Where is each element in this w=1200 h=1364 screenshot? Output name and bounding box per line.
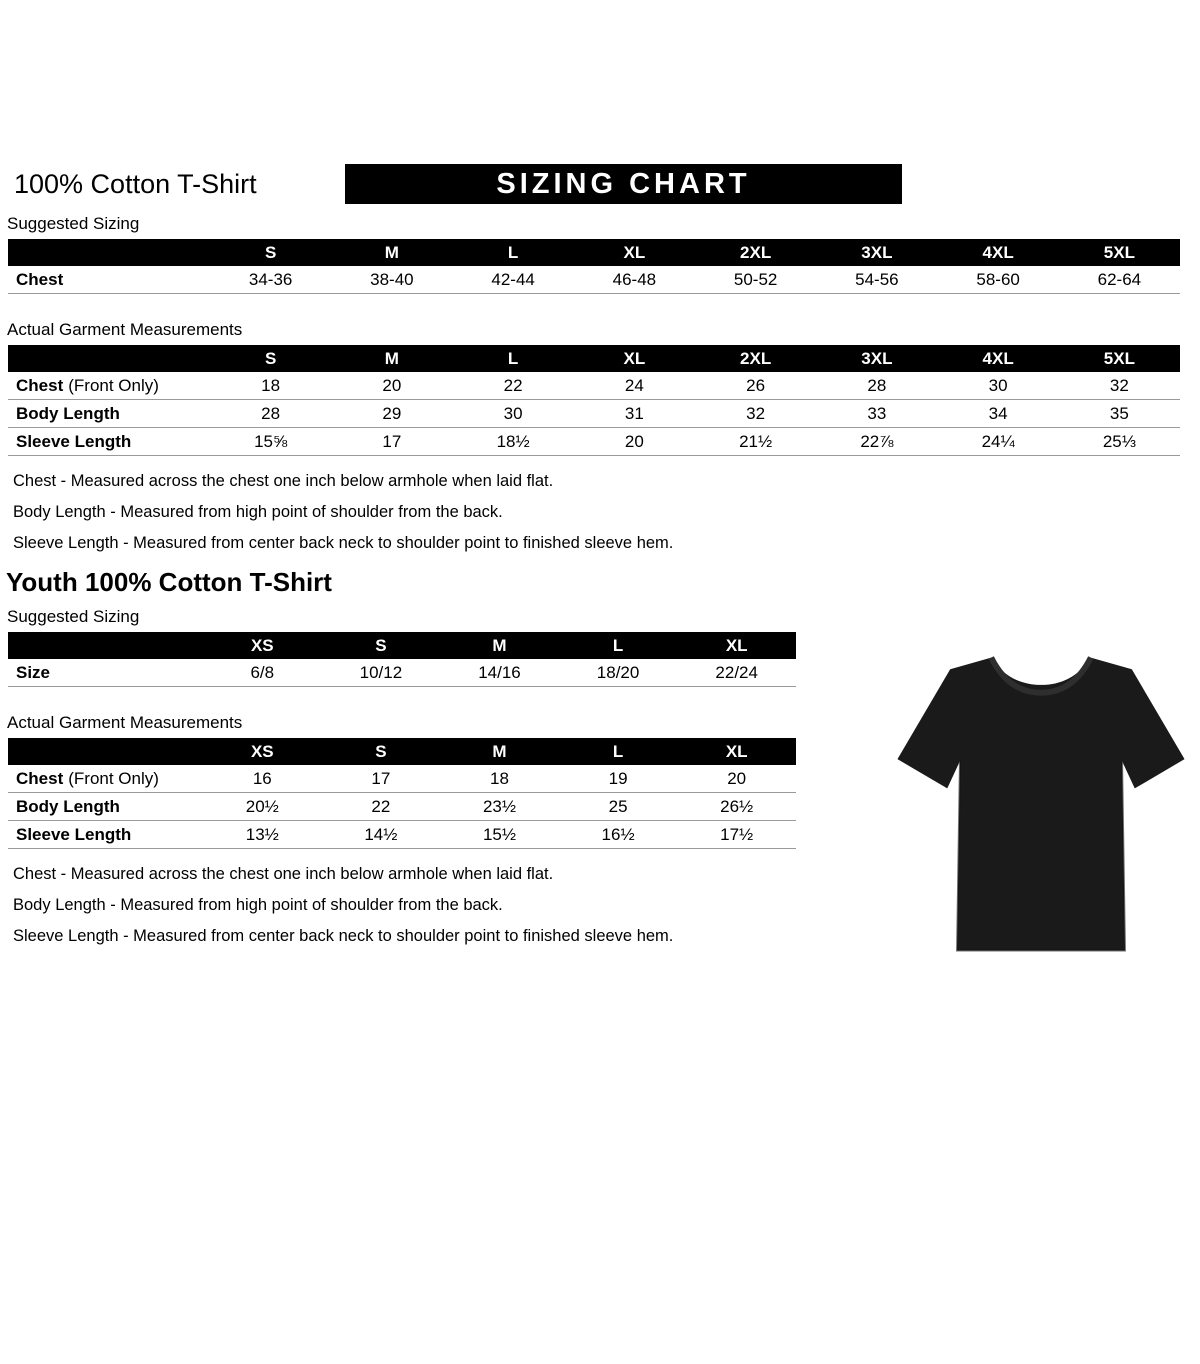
size-col-header: 5XL	[1059, 345, 1180, 372]
size-cell: 18½	[453, 428, 574, 456]
size-cell: 20	[331, 372, 452, 400]
size-col-header: M	[440, 738, 559, 765]
table-row	[8, 266, 1180, 294]
youth-suggested-table	[8, 632, 796, 687]
size-cell: 21½	[695, 428, 816, 456]
size-cell: 19	[559, 765, 678, 793]
size-cell: 22	[453, 372, 574, 400]
table-row	[8, 793, 796, 821]
header-row	[8, 239, 1180, 266]
size-cell: 23½	[440, 793, 559, 821]
row-label: Size	[8, 659, 203, 687]
size-col-header: 2XL	[695, 345, 816, 372]
size-cell: 17½	[677, 821, 796, 849]
size-cell: 54-56	[816, 266, 937, 294]
size-cell: 22⅞	[816, 428, 937, 456]
size-col-header: S	[322, 632, 441, 659]
header-row	[8, 345, 1180, 372]
size-col-header: XS	[203, 632, 322, 659]
size-cell: 30	[938, 372, 1059, 400]
size-col-header: L	[453, 345, 574, 372]
size-cell: 38-40	[331, 266, 452, 294]
size-cell: 29	[331, 400, 452, 428]
note-body-length: Body Length - Measured from high point of shoulder from the back.	[13, 896, 503, 914]
adult-actual-heading: Actual Garment Measurements	[7, 320, 243, 339]
adult-suggested-table	[8, 239, 1180, 294]
size-cell: 18	[440, 765, 559, 793]
size-cell: 28	[816, 372, 937, 400]
tshirt-silhouette	[893, 640, 1189, 972]
size-cell: 14½	[322, 821, 441, 849]
adult-actual-table	[8, 345, 1180, 456]
header-row	[8, 738, 796, 765]
size-cell: 17	[322, 765, 441, 793]
note-sleeve-length: Sleeve Length - Measured from center back neck to shoulder point to finished sleeve hem.	[13, 927, 674, 945]
size-cell: 18/20	[559, 659, 678, 687]
size-cell: 31	[574, 400, 695, 428]
size-cell: 6/8	[203, 659, 322, 687]
size-cell: 15½	[440, 821, 559, 849]
row-label: Body Length	[8, 793, 203, 821]
size-cell: 24	[574, 372, 695, 400]
size-cell: 16½	[559, 821, 678, 849]
row-label: Body Length	[8, 400, 210, 428]
size-cell: 26½	[677, 793, 796, 821]
note-body-length: Body Length - Measured from high point of shoulder from the back.	[13, 503, 503, 521]
size-cell: 32	[695, 400, 816, 428]
size-cell: 42-44	[453, 266, 574, 294]
corner-cell	[8, 632, 203, 659]
adult-suggested-heading: Suggested Sizing	[7, 214, 140, 233]
table-row	[8, 821, 796, 849]
size-cell: 25⅓	[1059, 428, 1180, 456]
size-cell: 25	[559, 793, 678, 821]
size-col-header: S	[210, 345, 331, 372]
size-cell: 20½	[203, 793, 322, 821]
size-cell: 14/16	[440, 659, 559, 687]
row-label: Chest (Front Only)	[8, 765, 203, 793]
row-label: Sleeve Length	[8, 821, 203, 849]
table-row	[8, 400, 1180, 428]
note-sleeve-length: Sleeve Length - Measured from center back neck to shoulder point to finished sleeve hem.	[13, 534, 674, 552]
size-cell: 18	[210, 372, 331, 400]
row-label: Chest	[8, 266, 210, 294]
size-cell: 28	[210, 400, 331, 428]
note-chest: Chest - Measured across the chest one inch below armhole when laid flat.	[13, 472, 554, 490]
sizing-chart-banner: SIZING CHART	[345, 164, 902, 204]
adult-measurement-notes	[13, 472, 1200, 553]
youth-title: Youth 100% Cotton T-Shirt	[6, 567, 332, 597]
page-title: 100% Cotton T-Shirt	[14, 169, 257, 199]
size-col-header: XS	[203, 738, 322, 765]
size-col-header: L	[559, 738, 678, 765]
size-cell: 35	[1059, 400, 1180, 428]
size-cell: 34-36	[210, 266, 331, 294]
row-label: Chest (Front Only)	[8, 372, 210, 400]
size-cell: 22	[322, 793, 441, 821]
size-cell: 34	[938, 400, 1059, 428]
size-col-header: M	[331, 239, 452, 266]
size-cell: 24¼	[938, 428, 1059, 456]
table-row	[8, 372, 1180, 400]
size-cell: 50-52	[695, 266, 816, 294]
header-row	[8, 632, 796, 659]
row-label: Sleeve Length	[8, 428, 210, 456]
size-cell: 20	[677, 765, 796, 793]
size-cell: 33	[816, 400, 937, 428]
size-cell: 30	[453, 400, 574, 428]
youth-actual-heading: Actual Garment Measurements	[7, 713, 243, 732]
size-cell: 16	[203, 765, 322, 793]
size-cell: 62-64	[1059, 266, 1180, 294]
size-col-header: XL	[677, 632, 796, 659]
size-col-header: 4XL	[938, 345, 1059, 372]
size-cell: 32	[1059, 372, 1180, 400]
size-cell: 17	[331, 428, 452, 456]
size-cell: 22/24	[677, 659, 796, 687]
size-col-header: 3XL	[816, 239, 937, 266]
tshirt-image	[893, 640, 1189, 972]
table-row	[8, 765, 796, 793]
size-col-header: L	[453, 239, 574, 266]
size-col-header: S	[210, 239, 331, 266]
corner-cell	[8, 345, 210, 372]
size-col-header: XL	[574, 345, 695, 372]
size-col-header: 3XL	[816, 345, 937, 372]
size-cell: 13½	[203, 821, 322, 849]
size-col-header: XL	[574, 239, 695, 266]
size-cell: 20	[574, 428, 695, 456]
size-col-header: 4XL	[938, 239, 1059, 266]
youth-suggested-heading: Suggested Sizing	[7, 607, 140, 626]
size-col-header: 2XL	[695, 239, 816, 266]
table-row	[8, 428, 1180, 456]
size-cell: 10/12	[322, 659, 441, 687]
size-col-header: 5XL	[1059, 239, 1180, 266]
size-cell: 58-60	[938, 266, 1059, 294]
size-cell: 26	[695, 372, 816, 400]
size-cell: 15⅝	[210, 428, 331, 456]
size-col-header: S	[322, 738, 441, 765]
size-col-header: L	[559, 632, 678, 659]
note-chest: Chest - Measured across the chest one inch below armhole when laid flat.	[13, 865, 554, 883]
corner-cell	[8, 738, 203, 765]
corner-cell	[8, 239, 210, 266]
youth-actual-table	[8, 738, 796, 849]
table-row	[8, 659, 796, 687]
size-cell: 46-48	[574, 266, 695, 294]
size-col-header: M	[331, 345, 452, 372]
size-col-header: XL	[677, 738, 796, 765]
page-header	[0, 164, 1200, 204]
size-col-header: M	[440, 632, 559, 659]
